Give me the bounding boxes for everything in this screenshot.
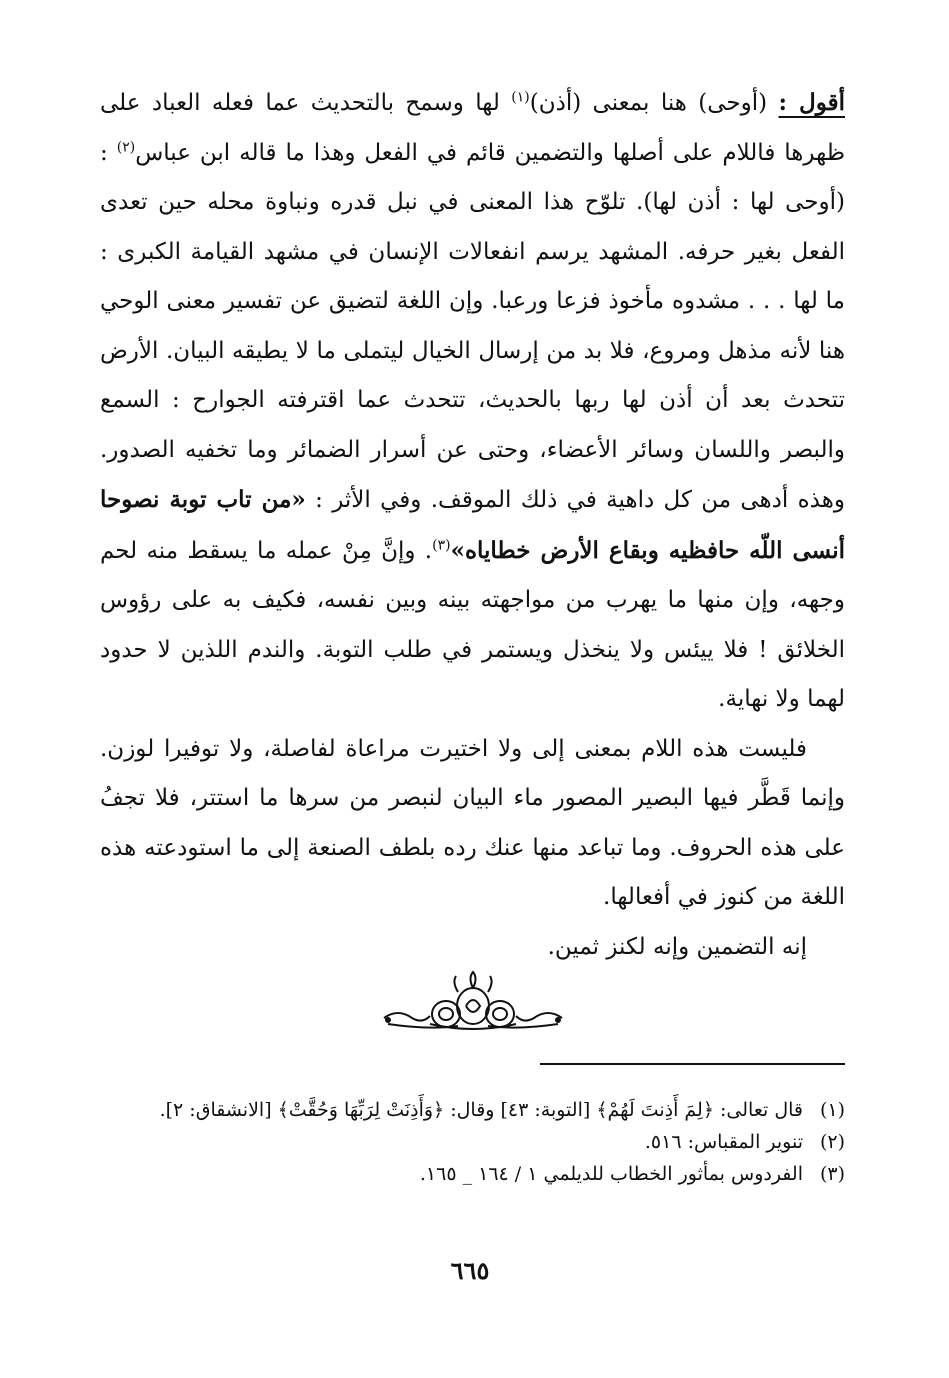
hadith-quote: «من تاب توبة نصوحا أنسى اللّه حافظيه وبقاع الأرض خطاياه» bbox=[100, 486, 845, 564]
footnote-3 bbox=[100, 1158, 845, 1190]
paragraph-2: فليست هذه اللام بمعنى إلى ولا اختيرت مراعاة لفاصلة، ولا توفيرا لوزن. وإنما قَطَّر فيها البصير المصور ماء البيان لنبصر من سرها ما استتر، فلا تجفُ على هذه الحروف. وما تباعد منها عنك رده بلطف الصنعة إلى ما استودعته هذه اللغة من كنوز في أفعالها. bbox=[100, 735, 845, 910]
footnote-number: (٢) bbox=[819, 1131, 845, 1153]
footnote-text: تنوير المقباس: ٥١٦. bbox=[644, 1131, 803, 1153]
footnote-ref-3[interactable]: (٣) bbox=[432, 536, 451, 553]
paragraph-1-text-c: : (أوحى لها : أذن لها). تلوّح هذا المعنى في نبل قدره ونباوة محله حين تعدى الفعل بغير حرفه. المشهد يرسم انفعالات الإنسان في مشهد القيامة الكبرى : ما لها . . . مشدوه مأخوذ فزعا ورعبا. وإن اللغة لتضيق عن تفسير معنى الوحي هنا لأنه مذهل ومروع، فلا بد من إرسال الخيال ليتملى ما لا يطيقه البيان. الأرض تتحدث بعد أن أذن لها ربها بالحديث، تتحدث عما اقترفته الجوارح : السمع والبصر واللسان وسائر الأعضاء، وحتى عن أسرار الضمائر وما تخفيه الصدور. وهذه أدهى من كل داهية في ذلك الموقف. وفي الأثر : bbox=[100, 139, 845, 513]
floral-ornament-icon bbox=[378, 968, 568, 1036]
footnote-text: الفردوس بمأثور الخطاب للديلمي ١ / ١٦٤ _ ١٦٥. bbox=[419, 1163, 803, 1185]
footnote-number: (١) bbox=[819, 1099, 845, 1121]
paragraph-1-text-a: (أوحى) هنا بمعنى (أذن) bbox=[529, 90, 768, 116]
paragraph-1-text-d: . وإنَّ مِنْ عمله ما يسقط منه لحم وجهه، وإن منها ما يهرب من مواجهته بينه وبين نفسه، فكيف به على رؤوس الخلائق ! فلا ييئس ولا ينخذل ويستمر في طلب التوبة. والندم اللذين لا حدود لهما ولا نهاية. bbox=[100, 537, 845, 712]
footnote-ref-1[interactable]: (١) bbox=[511, 89, 530, 106]
paragraph-1 bbox=[100, 78, 845, 725]
footnote-separator bbox=[540, 1063, 845, 1065]
opening-word: أقول : bbox=[778, 89, 846, 116]
footnote-2 bbox=[100, 1126, 845, 1158]
paragraph-3: إنه التضمين وإنه لكنز ثمين. bbox=[547, 933, 807, 960]
footnotes bbox=[100, 1094, 845, 1190]
main-text bbox=[100, 78, 845, 972]
footnote-text: قال تعالى: ﴿لِمَ أَذِنتَ لَهُمْ﴾ [التوبة: ٤٣] وقال: ﴿وَأَذِنَتْ لِرَبِّهَا وَحُقَّتْ﴾ [الانشقاق: ٢]. bbox=[159, 1099, 803, 1121]
footnote-ref-2[interactable]: (٢) bbox=[116, 138, 136, 155]
footnote-number: (٣) bbox=[819, 1163, 845, 1185]
paragraph-1-text-b: لها وسمح بالتحديث عما فعله العباد على ظهرها فاللام على أصلها والتضمين قائم في الفعل وهذا ما قاله ابن عباس bbox=[100, 90, 846, 166]
footnote-1 bbox=[100, 1094, 845, 1126]
page-number: ٦٦٥ bbox=[450, 1256, 490, 1285]
